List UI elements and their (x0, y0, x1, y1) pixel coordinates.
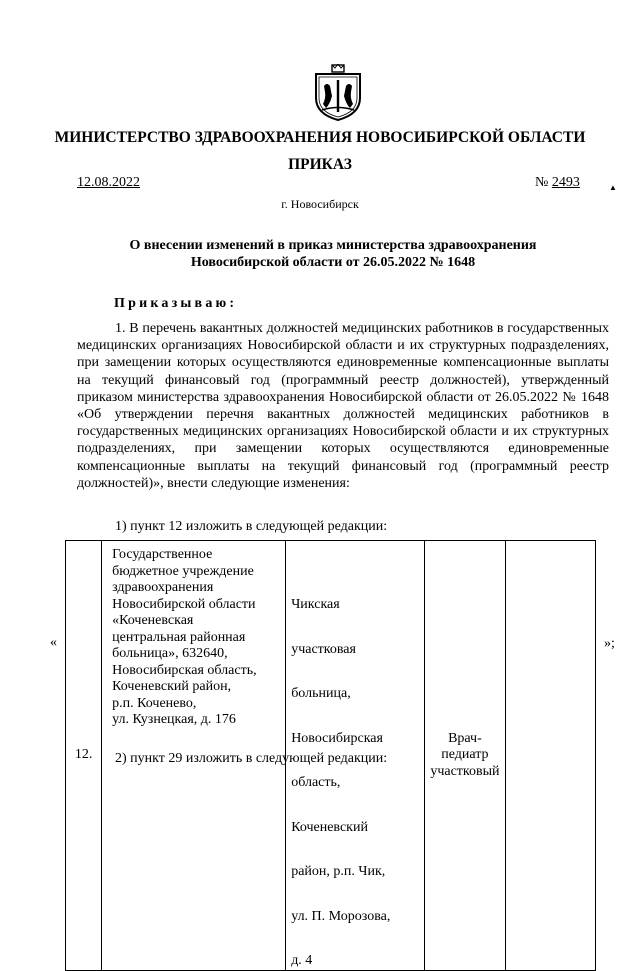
text-line: Новосибирской области (112, 596, 256, 612)
table-quote-open: « (50, 635, 57, 650)
text-line: педиатр (441, 747, 489, 762)
text-line: Чикская (291, 597, 340, 612)
order-number-value: 2493 (551, 175, 580, 190)
text-line: Коченевский район, (112, 679, 232, 694)
text-line: Новосибирская область, (112, 662, 257, 678)
text-line: область, (291, 775, 341, 790)
text-line: участковый (430, 763, 500, 779)
paragraph-1: 1. В перечень вакантных должностей медицинских работников в государственных медицинских организациях Новосибирской области и их структурных подразделениях, при замещении которых осуществляются единовременные компенсационные выплаты на текущий финансовый год (программный реестр должностей), утвержденный приказом министерства здравоохранения Новосибирской области от 26.05.2022 № 1648 «Об утверждении перечня вакантных должностей медицинских работников в государственных медицинских организациях Новосибирской области и их структурных подразделениях, при замещении которых осуществляются единовременные компенсационные выплаты на текущий финансовый год (программный реестр должностей)», внести следующие изменения: (77, 321, 609, 491)
cell-position (424, 541, 506, 971)
text-line: р.п. Коченево, (112, 695, 197, 711)
text-line: район, р.п. Чик, (291, 864, 386, 879)
text-line: больница», 632640, (112, 646, 228, 661)
point-2-intro: 2) пункт 29 изложить в следующей редакции: (115, 751, 388, 766)
text-line: «Коченевская (112, 613, 194, 628)
ministry-title: МИНИСТЕРСТВО ЗДРАВООХРАНЕНИЯ НОВОСИБИРСКОЙ ОБЛАСТИ (54, 129, 586, 146)
table-quote-close: »; (604, 636, 615, 651)
text-line: участковая (291, 641, 356, 657)
order-number (535, 175, 580, 191)
text-line: бюджетное учреждение (112, 563, 254, 579)
text-line: больница, (291, 686, 351, 701)
organization-lines (112, 547, 279, 729)
order-number-prefix: № (535, 175, 552, 190)
order-subject: О внесении изменений в приказ министерства здравоохранения Новосибирской области от 26.05.2022 № 1648 (129, 238, 537, 270)
text-line: ул. Кузнецкая, д. 176 (112, 712, 236, 727)
order-verb: Приказываю: (114, 296, 238, 311)
corner-marker-icon: ▲ (609, 183, 617, 192)
text-line: здравоохранения (112, 580, 214, 595)
city: г. Новосибирск (281, 197, 359, 211)
point-1-intro: 1) пункт 12 изложить в следующей редакции: (115, 519, 388, 534)
document-type: ПРИКАЗ (288, 156, 352, 173)
cell-extra (506, 541, 596, 971)
text-line: Новосибирская (291, 730, 383, 746)
text-line: центральная районная (112, 629, 246, 645)
cell-number: 12. (66, 541, 102, 971)
text-line: ул. П. Морозова, (291, 908, 391, 924)
text-line: д. 4 (291, 953, 313, 968)
text-line: Государственное (112, 547, 213, 562)
order-date: 12.08.2022 (77, 175, 140, 190)
coat-of-arms-icon (313, 64, 363, 122)
text-line: Коченевский (291, 819, 368, 835)
text-line: Врач- (448, 730, 482, 746)
